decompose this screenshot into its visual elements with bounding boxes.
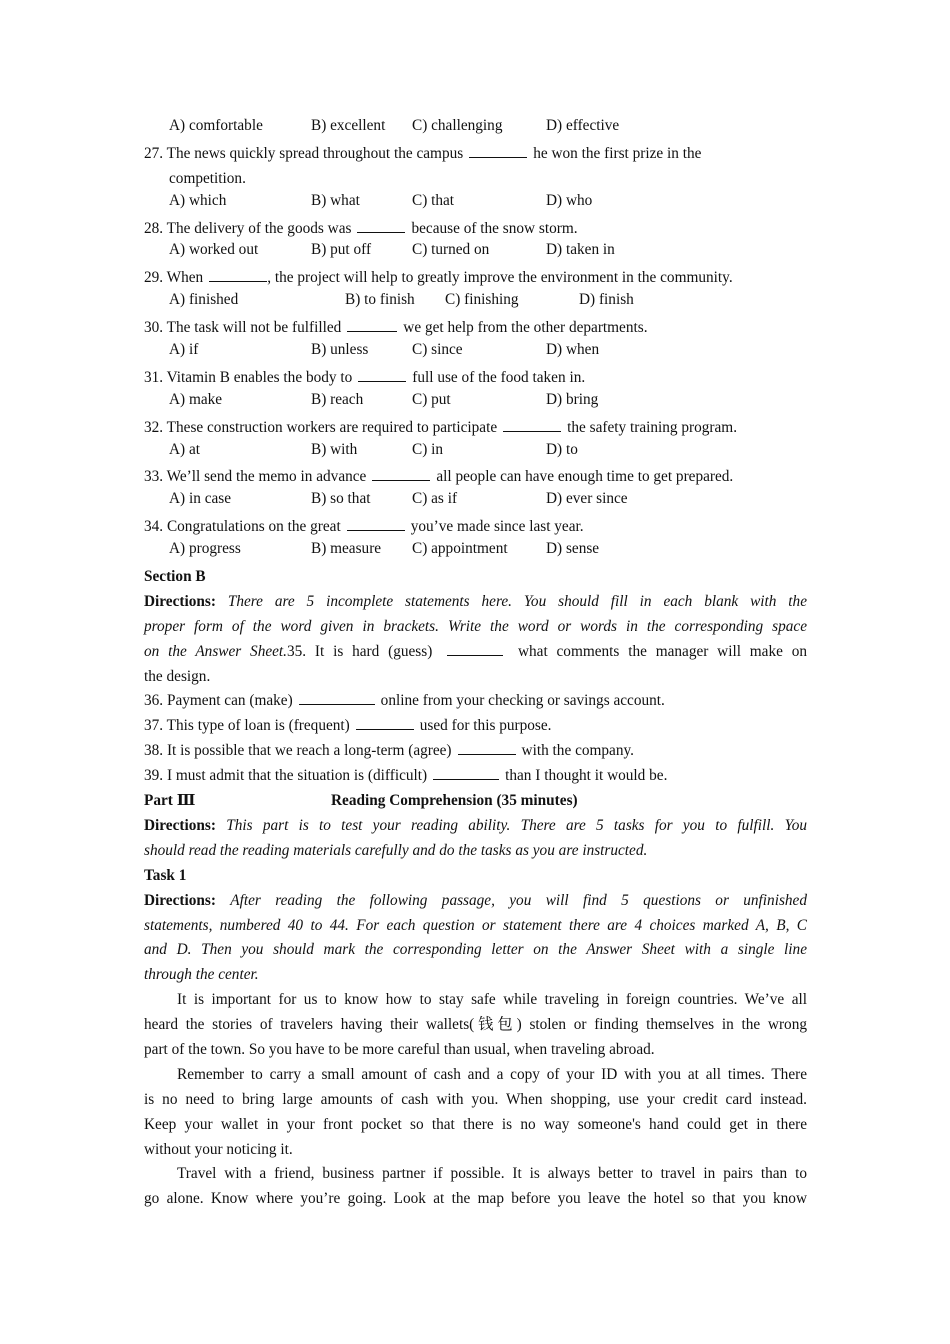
exam-page	[144, 117, 807, 1212]
q36-stem: 36. Payment can (make) online from your checking or savings account.	[144, 692, 665, 710]
q31-options	[144, 391, 807, 416]
q29-option-b[interactable]: B) to finish	[345, 291, 415, 309]
passage-p1-line2: heard the stories of travelers having their wallets(钱包) stolen or finding themselves in the wrong	[144, 1016, 807, 1034]
task1-directions-line4: through the center.	[144, 966, 259, 984]
q28-option-d[interactable]: D) taken in	[546, 241, 615, 259]
q35-stem-cont: the design.	[144, 667, 211, 685]
q29-option-d[interactable]: D) finish	[579, 291, 634, 309]
q30-option-d[interactable]: D) when	[546, 341, 600, 359]
q27-blank[interactable]	[469, 143, 527, 158]
passage-p3-line1: Travel with a friend, business partner if possible. It is always better to travel in pairs than to	[177, 1165, 807, 1183]
q29-stem: 29. When , the project will help to greatly improve the environment in the community.	[144, 269, 733, 287]
q28-option-c[interactable]: C) turned on	[412, 241, 490, 259]
q30-option-b[interactable]: B) unless	[311, 341, 369, 359]
q28-option-a[interactable]: A) worked out	[169, 241, 259, 259]
passage-p2-line4: without your noticing it.	[144, 1140, 293, 1158]
task1-directions-line1: Directions: After reading the following passage, you will find 5 questions or unfinished	[144, 891, 807, 909]
q32-option-c[interactable]: C) in	[412, 440, 444, 458]
q36-blank[interactable]	[299, 690, 375, 705]
q34-stem: 34. Congratulations on the great you’ve made since last year.	[144, 518, 584, 536]
q27-options	[144, 192, 807, 217]
q32-stem: 32. These construction workers are required to participate the safety training program.	[144, 418, 738, 436]
q32-option-d[interactable]: D) to	[546, 440, 578, 458]
q27-stem: 27. The news quickly spread throughout the campus he won the first prize in the	[144, 144, 702, 162]
q33-option-c[interactable]: C) as if	[412, 490, 458, 508]
q32-option-a[interactable]: A) at	[169, 440, 201, 458]
q34-blank[interactable]	[347, 516, 405, 531]
task1-directions-line3: and D. Then you should mark the corresponding letter on the Answer Sheet with a single line	[144, 941, 807, 959]
q26-option-c[interactable]: C) challenging	[412, 117, 503, 134]
q39-stem: 39. I must admit that the situation is (difficult) than I thought it would be.	[144, 767, 668, 785]
q32-option-b[interactable]: B) with	[311, 440, 358, 458]
passage-p1-line1: It is important for us to know how to stay safe while traveling in foreign countries. We’ve all	[177, 991, 807, 1009]
passage-p3-line2: go alone. Know where you’re going. Look at the map before you leave the hotel so that you know	[144, 1190, 807, 1208]
q34-options	[144, 540, 807, 565]
q38-blank[interactable]	[458, 740, 516, 755]
passage-p2-line1: Remember to carry a small amount of cash and a copy of your ID with you at all times. There	[177, 1065, 807, 1083]
q34-option-c[interactable]: C) appointment	[412, 540, 508, 558]
q30-option-a[interactable]: A) if	[169, 341, 199, 359]
q29-option-a[interactable]: A) finished	[169, 291, 239, 309]
q34-option-d[interactable]: D) sense	[546, 540, 600, 558]
q33-option-d[interactable]: D) ever since	[546, 490, 628, 508]
part3-directions-line1: Directions: This part is to test your reading ability. There are 5 tasks for you to fulfill. You	[144, 816, 807, 834]
q28-stem: 28. The delivery of the goods was because of the snow storm.	[144, 219, 578, 237]
q34-option-a[interactable]: A) progress	[169, 540, 241, 558]
q32-options	[144, 441, 807, 466]
q29-blank[interactable]	[209, 267, 267, 282]
q28-blank[interactable]	[357, 218, 405, 233]
q39-blank[interactable]	[433, 765, 499, 780]
q26-option-a[interactable]: A) comfortable	[169, 117, 263, 134]
passage-p2-line2: is no need to bring large amounts of cash with you. When shopping, use your credit card instead.	[144, 1090, 807, 1108]
q31-option-b[interactable]: B) reach	[311, 390, 364, 408]
q30-options	[144, 341, 807, 366]
q26-option-d[interactable]: D) effective	[546, 117, 620, 134]
task1-directions-line2: statements, numbered 40 to 44. For each question or statement there are 4 choices marked A, B, C	[144, 916, 807, 934]
q33-option-b[interactable]: B) so that	[311, 490, 371, 508]
q31-option-d[interactable]: D) bring	[546, 390, 599, 408]
q37-blank[interactable]	[356, 715, 414, 730]
q27-option-d[interactable]: D) who	[546, 191, 593, 209]
passage-p2-line3: Keep your wallet in your front pocket so that there is no way someone's hand could get in there	[144, 1115, 807, 1133]
passage-p1-line3: part of the town. So you have to be more careful than usual, when traveling abroad.	[144, 1040, 655, 1058]
q30-blank[interactable]	[347, 317, 397, 332]
q37-stem: 37. This type of loan is (frequent) used for this purpose.	[144, 717, 552, 735]
q35-blank[interactable]	[447, 641, 503, 656]
section-b-directions-line2: proper form of the word given in brackets. Write the word or words in the corresponding space	[144, 617, 807, 635]
q38-stem: 38. It is possible that we reach a long-term (agree) with the company.	[144, 742, 634, 760]
q29-option-c[interactable]: C) finishing	[445, 291, 519, 309]
section-b-directions-line1: Directions: There are 5 incomplete statements here. You should fill in each blank with the	[144, 592, 807, 610]
q30-stem: 30. The task will not be fulfilled we get help from the other departments.	[144, 319, 648, 337]
q28-option-b[interactable]: B) put off	[311, 241, 372, 259]
q31-option-a[interactable]: A) make	[169, 390, 223, 408]
q26-options	[144, 117, 807, 142]
q34-option-b[interactable]: B) measure	[311, 540, 382, 558]
q32-blank[interactable]	[503, 417, 561, 432]
q33-options	[144, 490, 807, 515]
q27-stem-cont: competition.	[169, 169, 246, 187]
part3-heading	[144, 789, 807, 814]
section-b-directions-line3: on the Answer Sheet.35. It is hard (guess) what comments the manager will make on	[144, 642, 808, 660]
q27-option-b[interactable]: B) what	[311, 191, 360, 209]
part3-directions-line2: should read the reading materials carefully and do the tasks as you are instructed.	[144, 841, 648, 859]
q33-stem: 33. We’ll send the memo in advance all people can have enough time to get prepared.	[144, 468, 734, 486]
q31-blank[interactable]	[358, 367, 406, 382]
q31-stem: 31. Vitamin B enables the body to full use of the food taken in.	[144, 368, 586, 386]
q26-option-b[interactable]: B) excellent	[311, 117, 386, 134]
q27-option-c[interactable]: C) that	[412, 191, 455, 209]
q28-options	[144, 241, 807, 266]
q31-option-c[interactable]: C) put	[412, 390, 451, 408]
part3-label: Part Ⅲ	[144, 792, 196, 810]
task1-heading: Task 1	[144, 866, 187, 884]
q33-option-a[interactable]: A) in case	[169, 490, 232, 508]
q27-option-a[interactable]: A) which	[169, 191, 227, 209]
q33-blank[interactable]	[372, 466, 430, 481]
q29-options	[144, 291, 807, 316]
q30-option-c[interactable]: C) since	[412, 341, 463, 359]
part3-title: Reading Comprehension (35 minutes)	[331, 792, 578, 810]
section-b-heading: Section B	[144, 568, 206, 586]
